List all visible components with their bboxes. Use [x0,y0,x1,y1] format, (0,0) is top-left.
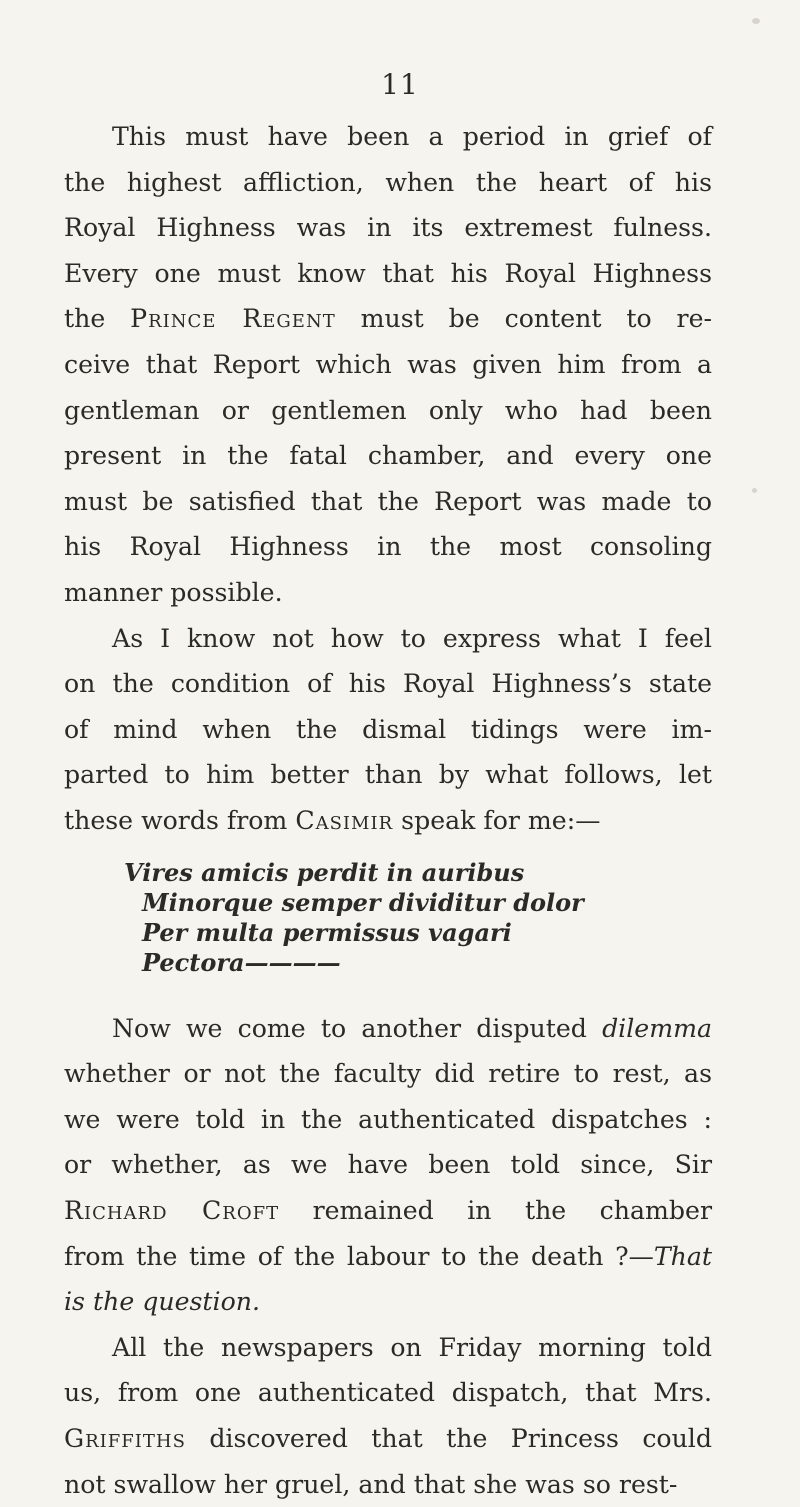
paper-speck [752,488,757,493]
text-run: from the time of the labour to the death ?— [64,1241,654,1271]
text-line: his Royal Highness in the most consoling [64,532,712,562]
italic-run: dilemma [602,1013,712,1043]
text-run: remained in the chamber [279,1196,712,1225]
text-line: the highest affliction, when the heart of his [64,167,712,197]
text-run: discovered that the Princess could [185,1424,712,1453]
paper-speck [356,1386,362,1390]
text-line: of mind when the dismal tidings were im- [64,714,712,744]
text-run: speak for me:— [393,806,601,835]
text-line: This must have been a period in grief of [112,122,712,151]
text-line: on the condition of his Royal Highness’s state [64,669,712,699]
text-line: or whether, as we have been told since, Sir [64,1150,712,1180]
text-line [64,1416,712,1462]
verse-line: Per multa permissus vagari [142,917,512,947]
text-line: gentleman or gentlemen only who had been [64,395,712,425]
italic-run: That [653,1241,712,1271]
text-run: Now we come to another disputed [112,1013,603,1043]
small-caps-name: Griffiths [64,1424,186,1453]
italic-run: is the question. [64,1287,260,1317]
verse-line: Minorque semper dividitur dolor [142,887,584,917]
text-line: whether or not the faculty did retire to rest, as [64,1059,712,1089]
text-line: not swallow her gruel, and that she was so rest- [64,1469,678,1499]
text-line: manner possible. [64,578,283,607]
text-run: must be content to re- [335,304,712,334]
text-line: ceive that Report which was given him from a [64,350,712,379]
page-number: 11 [381,68,419,101]
text-run: the [64,304,131,334]
small-caps-name: Prince Regent [130,304,336,334]
text-line: All the newspapers on Friday morning told [112,1332,712,1362]
verse-line: Vires amicis perdit in auribus [124,857,525,887]
text-line [64,1279,712,1325]
text-line [64,296,712,342]
text-line [64,1188,712,1234]
verse-line: Pectora———— [142,947,341,977]
text-line: us, from one authenticated dispatch, that Mrs. [64,1378,712,1408]
small-caps-name: Casimir [295,806,394,835]
text-line: parted to him better than by what follows, let [64,760,712,790]
small-caps-name: Richard Croft [64,1196,280,1225]
text-line: must be satisfied that the Report was made to [64,486,712,516]
text-line [64,1006,712,1052]
text-line: As I know not how to express what I feel [112,623,712,653]
paper-speck [752,18,760,24]
text-line: Royal Highness was in its extremest fulness. [64,213,712,243]
text-line: we were told in the authenticated dispatches : [64,1104,712,1134]
text-line: Every one must know that his Royal Highness [64,258,712,288]
text-line [64,1234,712,1280]
text-line: present in the fatal chamber, and every one [64,441,712,471]
text-line [64,798,712,844]
text-run: these words from [64,806,296,835]
